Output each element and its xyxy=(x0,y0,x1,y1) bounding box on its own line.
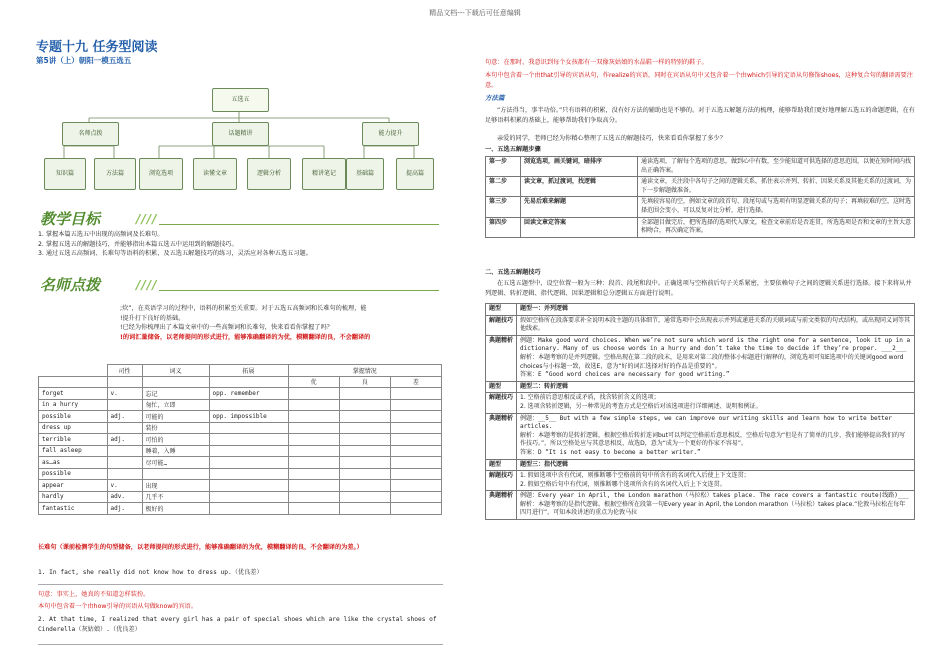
type-row xyxy=(486,491,915,520)
step-cell-k: 第三步 xyxy=(486,197,521,217)
vocab-row xyxy=(39,422,442,434)
step-cell-k: 第四步 xyxy=(486,217,521,237)
vocab-cell: 睡着，入睡 xyxy=(142,445,209,457)
step-cell-k: 第二步 xyxy=(486,177,521,197)
mastery-cell xyxy=(390,503,441,515)
type-row-content: 1. 空格前后意思相反或矛盾，找含转折含义的选项； 2. 选项含转折逻辑，另一种常见的考查方式是空格后对该选项进行详细阐述、说明和例证。 xyxy=(517,393,915,413)
vocab-cell xyxy=(209,399,288,411)
type-row xyxy=(486,335,915,381)
types-table xyxy=(485,303,915,520)
vocab-cell xyxy=(209,491,288,503)
vocab-row xyxy=(39,503,442,515)
vocab-cell: as…as xyxy=(39,457,108,469)
example-answer: 答案：D “It is not easy to become a better writer.” xyxy=(520,448,701,456)
mastery-cell xyxy=(288,491,339,503)
mastery-cell xyxy=(390,422,441,434)
mindmap-leaf: 知识篇 xyxy=(44,158,86,190)
example-text: 例题：Every year in April, the London marathon（马拉松）takes place. The race covers a fantastic route(线路)___ xyxy=(520,492,909,500)
type-header-row xyxy=(486,459,915,471)
goal-item: 3. 通过五选五高频词、长难句等语料的积累，及五选五解题技巧的练习，灵活应对各种五选五习题。 xyxy=(38,250,312,257)
vocab-cell xyxy=(107,457,142,469)
mastery-cell xyxy=(390,411,441,423)
type-row-content: 题型一：并列逻辑 xyxy=(517,304,915,316)
section-label: 教学目标 xyxy=(40,210,101,228)
step-cell-d: 通读选项，了解每个选项的意思，做到心中有数，至少能知道可供选择的意思范围，以便在短时间内找出正确答案。 xyxy=(638,157,915,177)
type-row-label: 解题技巧 xyxy=(486,393,517,413)
type-row-label: 题型 xyxy=(486,381,517,393)
mastery-cell xyxy=(288,503,339,515)
vocab-cell: 装扮 xyxy=(142,422,209,434)
vocab-cell: 尽可能… xyxy=(142,457,209,469)
steps-table xyxy=(485,156,915,238)
example-analysis: 解析：本题考察的是转折逻辑，根据空格后转折连词but可以判定空格前后意思相反，空格后句意为“但是有了简单的几步，我们能够提高我们的写作技巧。”，所以空格处应与其意思相反，故选D，意为“成为一个更好的作家不容易”。 xyxy=(520,431,906,448)
vocab-row xyxy=(39,434,442,446)
vocab-table xyxy=(38,364,442,515)
vocab-cell xyxy=(209,503,288,515)
mindmap-leaf: 浏览选项 xyxy=(139,158,183,190)
vocab-cell: terrible xyxy=(39,434,108,446)
type-row-content: 题型三：指代逻辑 xyxy=(517,459,915,471)
vocab-cell: forget xyxy=(39,388,108,400)
mastery-cell xyxy=(390,491,441,503)
step-row xyxy=(486,217,915,237)
vocab-cell: in a hurry xyxy=(39,399,108,411)
step-cell-t: 先易后难来解题 xyxy=(521,197,638,217)
col-subheader: 良 xyxy=(339,376,390,388)
mastery-cell xyxy=(339,422,390,434)
vocab-cell xyxy=(142,468,209,480)
mastery-cell xyxy=(288,457,339,469)
vocab-cell xyxy=(209,434,288,446)
note-2: 本句中包含着一个由that引导的宾语从句，作realize的宾语，同时在宾语从句中又包含着一个由which引导的定语从句修饰shoes，这种复合句的翻译需要注意。 xyxy=(485,72,913,89)
vocab-cell: dress up xyxy=(39,422,108,434)
mastery-cell xyxy=(288,480,339,492)
type-row-label: 典题精析 xyxy=(486,413,517,459)
mindmap-leaf: 基础篇 xyxy=(346,158,384,190)
type-row-label: 解题技巧 xyxy=(486,471,517,491)
mastery-cell xyxy=(339,503,390,515)
intro-line: !提升打下良好的基础。 xyxy=(120,314,185,322)
step-cell-d: 通读文章，关注段中各句子之间的逻辑关系，抓住表示并列、转折、因果关系及其他关系的过渡词，为下一步解题做准备。 xyxy=(638,177,915,197)
right-column xyxy=(485,58,915,668)
type-row-content: 1. 假如选项中含有代词，则推断哪个空格前的句中所含有的名词代入后使上下文连贯； 2. 假如空格后句中有代词，则推断哪个选项所含有的名词代入后上下文连贯。 xyxy=(517,471,915,491)
section-teaching-goals xyxy=(34,206,444,228)
vocab-row xyxy=(39,399,442,411)
page-header: 精品文档---下载后可任意编辑 xyxy=(429,9,521,17)
long-sentence-note: 长难句（课前检测学生的句型储备，以老师提问的形式进行，能够准确翻译的为优，模糊翻译的良，不会翻译的为差。） xyxy=(38,544,363,551)
vocab-row xyxy=(39,491,442,503)
tips-title: 二、五选五解题技巧 xyxy=(485,269,541,276)
mindmap-leaf: 精讲笔记 xyxy=(302,158,346,190)
mindmap-root: 五选五 xyxy=(212,88,269,112)
goals-list xyxy=(38,230,438,259)
type-row-content xyxy=(517,491,915,520)
mastery-cell xyxy=(339,445,390,457)
type-row-content: 假如空格所在段落要求补全说明本段主题的具体细节，通常选项中会出现表示并列或递进关系的关联词或与前文类似的句式结构，或出现同义词等其他线索。 xyxy=(517,315,915,335)
sentence-1-note: 本句中包含着一个由how引导的宾语从句做know的宾语。 xyxy=(38,603,198,610)
divider xyxy=(38,584,443,585)
vocab-cell xyxy=(209,480,288,492)
section-label: 名师点拨 xyxy=(40,276,101,294)
mastery-cell xyxy=(288,445,339,457)
vocab-row xyxy=(39,480,442,492)
type-header-row xyxy=(486,304,915,316)
vocab-cell: adj. xyxy=(107,503,142,515)
vocab-cell xyxy=(107,468,142,480)
method-paragraph: “方法得当，事半功倍。”只有语料的积累，没有好方法的辅助也是不够的。对于五选五解题方法的梳理，能够帮助我们更好地理解五选五的命题逻辑，在有足够语料积累的基础上，能够帮助我们争取高分。 xyxy=(485,107,915,124)
step-cell-t: 回读文章定答案 xyxy=(521,217,638,237)
vocab-row xyxy=(39,468,442,480)
vocab-cell: adj. xyxy=(107,434,142,446)
sentence-1: 1. In fact, she really did not know how to dress up.（优良差） xyxy=(38,569,263,576)
mastery-cell xyxy=(390,399,441,411)
col-header: 词义 xyxy=(142,365,209,377)
vocab-cell xyxy=(209,468,288,480)
mastery-cell xyxy=(288,422,339,434)
page-subtitle: 第5讲（上）朝阳一模五选五 xyxy=(36,56,132,65)
vocab-cell: possible xyxy=(39,468,108,480)
mindmap-leaf: 逻辑分析 xyxy=(247,158,291,190)
example-analysis: 解析：本题考察的是指代逻辑。根据空格所在段第一句Every year in April, the London marathon（马拉松）takes place.“伦敦马拉松在每年四月进行”，可知本段讲述的重点为伦敦马拉 xyxy=(520,500,906,517)
vocab-cell: 匆忙，立即 xyxy=(142,399,209,411)
mindmap-node-tips: 名师点拨 xyxy=(62,122,119,146)
mastery-cell xyxy=(339,480,390,492)
vocab-cell xyxy=(209,422,288,434)
type-row-content xyxy=(517,335,915,381)
step-row xyxy=(486,177,915,197)
mastery-cell xyxy=(288,468,339,480)
type-row-label: 题型 xyxy=(486,304,517,316)
example-answer: 答案：E “Good word choices are necessary for good writing.” xyxy=(520,371,730,379)
mastery-cell xyxy=(390,445,441,457)
col-header: 司性 xyxy=(107,365,142,377)
mindmap-node-ability: 能力提升 xyxy=(362,122,419,146)
mastery-cell xyxy=(288,388,339,400)
mindmap-leaf: 提高篇 xyxy=(396,158,434,190)
vocab-cell xyxy=(107,399,142,411)
goal-item: 2. 掌握五选五的解题技巧，并能够指出本篇五选五中运用到的解题技巧。 xyxy=(38,240,238,248)
type-row-label: 典题精析 xyxy=(486,491,517,520)
type-row-label: 题型 xyxy=(486,459,517,471)
mastery-cell xyxy=(339,399,390,411)
type-row-label: 解题技巧 xyxy=(486,315,517,335)
intro-line: ;炊”，在英语学习的过程中，语料的积累至关重要。对于五选五高频词和长难句的梳理，能 xyxy=(120,305,367,312)
mastery-cell xyxy=(339,388,390,400)
intro-line: !已经为你梳理出了本篇文章中的一些高频词和长难句，快来看看你掌握了吗？ xyxy=(120,324,333,331)
col-subheader: 优 xyxy=(288,376,339,388)
tips-paragraph: 在五选五题型中，设空位置一般为三种：段首、段尾和段中。正确选项与空格前后句子关系紧密，主要依赖句子之间的逻辑关系进行选择。接下来将从并列逻辑、转折逻辑、指代逻辑、因果逻辑和总分逻辑五方面进行说明。 xyxy=(485,280,912,297)
method-label: 方法篇 xyxy=(485,94,505,102)
type-row xyxy=(486,413,915,459)
type-row-label: 典题精析 xyxy=(486,335,517,381)
step-cell-k: 第一步 xyxy=(486,157,521,177)
decor-bars: //// xyxy=(136,278,158,292)
mastery-cell xyxy=(339,468,390,480)
step-cell-t: 浏览选项，画关键词，暗排序 xyxy=(521,157,638,177)
intro-paragraph xyxy=(120,304,440,342)
divider xyxy=(38,644,443,645)
example-analysis: 解析：本题考察的是并列逻辑。空格出现在第二段的段末，是用来对第二段的整体小标题进行解释的，浏览选项可知E选项中的关键词good word choices与小标题一致，故选E，意为“好的词汇选择对好的作品是重要的”。 xyxy=(520,353,904,370)
decor-bars: //// xyxy=(136,212,158,226)
example-text: 例题：__5__ But with a few simple steps, we can improve our writing skills and learn how to write better articles. xyxy=(520,414,893,431)
vocab-cell: 忘记 xyxy=(142,388,209,400)
sentence-1-translation: 句意：事实上，她真的不知道怎样装扮。 xyxy=(38,591,150,598)
vocab-row xyxy=(39,388,442,400)
vocab-cell: 出现 xyxy=(142,480,209,492)
vocab-cell: v. xyxy=(107,388,142,400)
vocab-cell: fall asleep xyxy=(39,445,108,457)
mastery-cell xyxy=(339,434,390,446)
translation-2: 句意：在那时，我意识到每个女孩都有一双像灰姑娘的水晶鞋一样的特别的鞋子。 xyxy=(485,59,708,66)
mastery-cell xyxy=(390,468,441,480)
left-column xyxy=(34,18,444,668)
vocab-cell: possible xyxy=(39,411,108,423)
mastery-cell xyxy=(390,434,441,446)
mastery-cell xyxy=(288,434,339,446)
step-cell-d: 先填较容易的空，例如文章的段首句、段尾句或与选项有明显逻辑关系的句子；再填较难的空，这时选择范围会变小，可以反复对比分析，进行选择。 xyxy=(638,197,915,217)
col-header: 拓展 xyxy=(209,365,288,377)
type-header-row xyxy=(486,381,915,393)
vocab-cell: v. xyxy=(107,480,142,492)
vocab-cell xyxy=(107,445,142,457)
vocab-cell: appear xyxy=(39,480,108,492)
vocab-cell xyxy=(209,445,288,457)
sentence-2: 2. At that time, I realized that every girl has a pair of special shoes which are like the crystal shoes of Cinderella（灰姑娘）.（优良差） xyxy=(38,616,437,633)
vocab-cell: opp. remember xyxy=(209,388,288,400)
type-row-content: 题型二：转折逻辑 xyxy=(517,381,915,393)
mastery-cell xyxy=(390,457,441,469)
divider xyxy=(159,224,439,225)
mastery-cell xyxy=(288,399,339,411)
intro-line: !的词汇量储备，以老师提问的形式进行，能够准确翻译的为优，模糊翻译的良，不会翻译的 xyxy=(120,333,371,341)
col-subheader: 差 xyxy=(390,376,441,388)
vocab-cell xyxy=(209,457,288,469)
vocab-cell: 几乎不 xyxy=(142,491,209,503)
vocab-cell xyxy=(107,422,142,434)
step-cell-t: 读文章，抓过渡词，找逻辑 xyxy=(521,177,638,197)
vocab-cell: hardly xyxy=(39,491,108,503)
mindmap-leaf: 读懂文章 xyxy=(193,158,237,190)
page-title: 专题十九 任务型阅读 xyxy=(36,40,158,55)
vocab-cell: 可能的 xyxy=(142,411,209,423)
type-row xyxy=(486,315,915,335)
divider xyxy=(159,290,439,291)
vocab-cell: adv. xyxy=(107,491,142,503)
vocab-cell: 极好的 xyxy=(142,503,209,515)
mindmap-node-topic: 话题精讲 xyxy=(212,122,269,146)
type-row-content xyxy=(517,413,915,459)
section-teacher-tips xyxy=(34,272,444,294)
type-row xyxy=(486,393,915,413)
col-header: 掌握情况 xyxy=(288,365,442,377)
vocab-cell: 可怕的 xyxy=(142,434,209,446)
step-row xyxy=(486,157,915,177)
mastery-cell xyxy=(339,457,390,469)
example-text: 例题：Make good word choices. When we’re not sure which word is the right one for a sentence, look it up in a dictionary. Many of us choose words in a hurry and don’t take the time to decide if they’re proper. ___2___ xyxy=(520,336,911,353)
vocab-row xyxy=(39,457,442,469)
vocab-cell: opp. impossible xyxy=(209,411,288,423)
vocab-row xyxy=(39,411,442,423)
vocab-cell: fantastic xyxy=(39,503,108,515)
step-cell-d: 全部题目做完后，把所选择的选项代入原文，检查文章前后是否连贯，所选选项是否和文章的主旨大意相吻合，再次确定答案。 xyxy=(638,217,915,237)
vocab-cell: adj. xyxy=(107,411,142,423)
type-row xyxy=(486,471,915,491)
steps-title: 一、五选五解题步骤 xyxy=(485,146,541,153)
vocab-row xyxy=(39,445,442,457)
step-row xyxy=(486,197,915,217)
mastery-cell xyxy=(390,480,441,492)
mastery-cell xyxy=(390,388,441,400)
mastery-cell xyxy=(339,411,390,423)
goal-item: 1. 掌握本篇五选五中出现的高频词及长难句。 xyxy=(38,231,164,238)
mastery-cell xyxy=(288,411,339,423)
mastery-cell xyxy=(339,491,390,503)
mindmap-leaf: 方法篇 xyxy=(94,158,136,190)
method-invite: 亲爱的同学，老师已经为你精心整理了五选五的解题技巧，快来看看你掌握了多少？ xyxy=(497,135,726,142)
